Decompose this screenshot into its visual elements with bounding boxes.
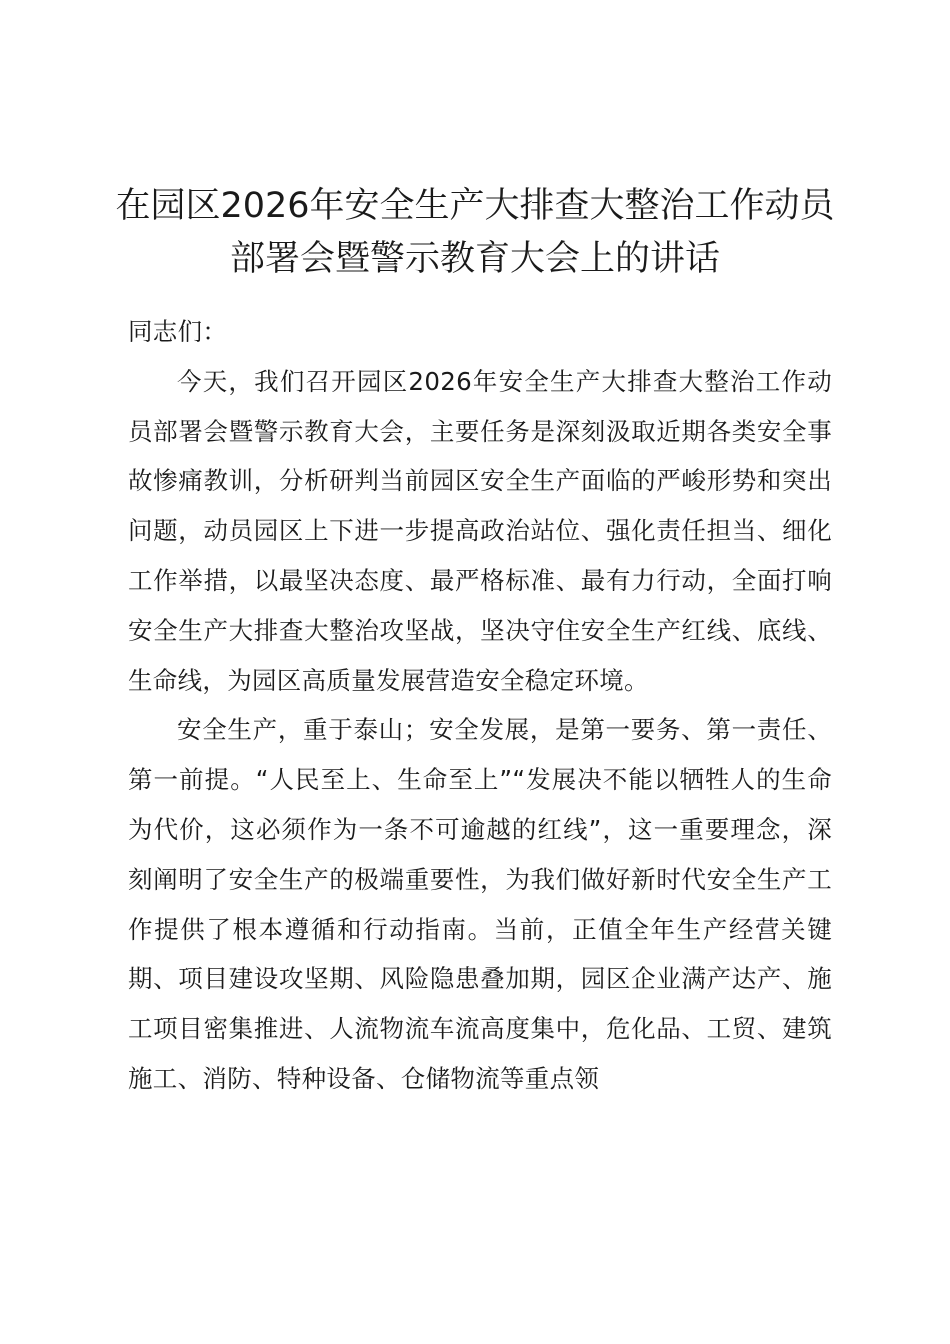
salutation: 同志们：: [128, 317, 228, 346]
document-title: 在园区2026年安全生产大排查大整治工作动员部署会暨警示教育大会上的讲话: [115, 186, 835, 279]
document-body: [128, 307, 832, 1104]
paragraph-2: 安全生产，重于泰山；安全发展，是第一要务、第一责任、第一前提。“人民至上、生命至上”“发展决不能以牺牲人的生命为代价，这必须作为一条不可逾越的红线”，这一重要理念，深刻阐明了安全生产的极端重要性，为我们做好新时代安全生产工作提供了根本遵循和行动指南。当前，正值全年生产经营关键期、项目建设攻坚期、风险隐患叠加期，园区企业满产达产、施工项目密集推进、人流物流车流高度集中，危化品、工贸、建筑施工、消防、特种设备、仓储物流等重点领: [128, 715, 832, 1093]
paragraph-1: 今天，我们召开园区2026年安全生产大排查大整治工作动员部署会暨警示教育大会，主要任务是深刻汲取近期各类安全事故惨痛教训，分析研判当前园区安全生产面临的严峻形势和突出问题，动员园区上下进一步提高政治站位、强化责任担当、细化工作举措，以最坚决态度、最严格标准、最有力行动，全面打响安全生产大排查大整治攻坚战，坚决守住安全生产红线、底线、生命线，为园区高质量发展营造安全稳定环境。: [128, 366, 832, 695]
